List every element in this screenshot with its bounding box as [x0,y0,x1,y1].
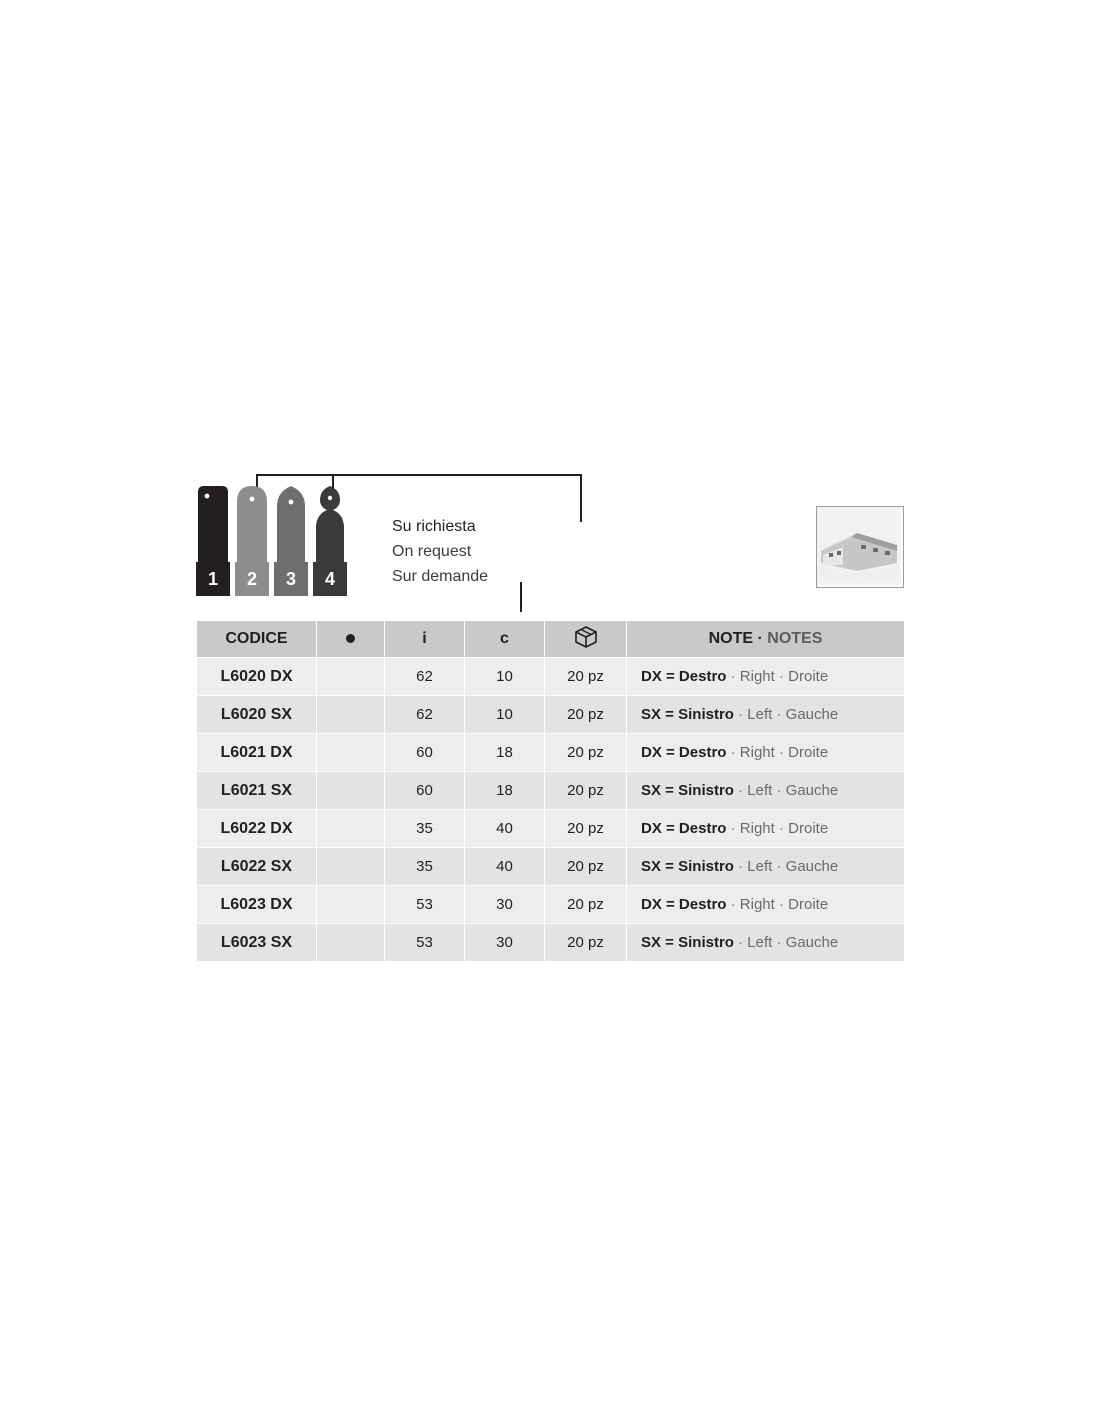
cell-note-sep-2: · [776,706,782,723]
cell-on-request [317,696,385,734]
cell-code: L6020 DX [197,658,317,696]
cell-note-en: Right [739,820,775,837]
cell-i: 62 [385,658,465,696]
product-photo [816,506,904,588]
cell-note [627,696,905,734]
hinge-leaf-round-shape-icon [235,486,269,564]
table-header-row [197,621,905,658]
cell-note-en: Right [739,744,775,761]
cell-note-it: SX = Sinistro [641,934,734,951]
shape-variant-4-number: 4 [313,562,347,596]
cell-note-en: Left [747,858,773,875]
cell-note-sep-2: · [779,820,784,837]
shape-variant-3-number: 3 [274,562,308,596]
cell-note [627,658,905,696]
cell-note-sep-2: · [776,782,782,799]
cell-note-en: Left [747,934,773,951]
bracket-horizontal-line [256,474,582,476]
legend-caption-it: Su richiesta [392,518,476,535]
cell-note-en: Right [739,896,775,913]
header-on-request [317,621,385,658]
table-row [197,658,905,696]
cell-i: 53 [385,924,465,962]
cell-note-it: SX = Sinistro [641,782,734,799]
shape-variant-1-number: 1 [196,562,230,596]
cell-on-request [317,772,385,810]
table-row [197,848,905,886]
cell-i: 53 [385,886,465,924]
hinge-leaf-decorative-shape-icon [313,486,347,564]
cell-note-sep-1: · [730,668,736,685]
cell-code: L6023 DX [197,886,317,924]
cell-on-request [317,848,385,886]
cell-on-request [317,810,385,848]
cell-note [627,810,905,848]
cell-pack: 20 pz [545,772,627,810]
bracket-stem-to-table [520,582,522,612]
table-body [197,658,905,962]
cell-on-request [317,924,385,962]
cell-note-it: DX = Destro [641,820,727,837]
legend-caption-fr: Sur demande [392,568,489,585]
cell-code: L6023 SX [197,924,317,962]
cell-note [627,924,905,962]
shape-variant-2 [235,486,269,596]
table-row [197,886,905,924]
table-row [197,772,905,810]
legend-block [196,470,676,610]
header-i: i [385,621,465,658]
cell-note-it: DX = Destro [641,744,727,761]
cell-note-it: DX = Destro [641,896,727,913]
cell-note-sep-1: · [730,820,736,837]
hinge-leaf-shape-icon [196,486,230,564]
cell-note-fr: Gauche [785,858,839,875]
table-row [197,810,905,848]
header-packaging [545,621,627,658]
cell-c: 30 [465,924,545,962]
cell-c: 40 [465,810,545,848]
cell-on-request [317,734,385,772]
cell-note-fr: Droite [788,896,829,913]
shape-variant-2-number: 2 [235,562,269,596]
cell-note [627,734,905,772]
cell-note [627,772,905,810]
header-note-it: NOTE [708,630,754,647]
shape-variant-4 [313,486,347,596]
box-icon [574,625,598,649]
cell-pack: 20 pz [545,924,627,962]
specification-table [196,620,905,962]
cell-c: 30 [465,886,545,924]
cell-note-sep-1: · [738,782,744,799]
on-request-dot-icon [346,634,355,643]
cell-note-it: DX = Destro [641,668,727,685]
hinge-leaf-pointed-shape-icon [274,486,308,564]
cell-note-sep-1: · [730,896,736,913]
cell-i: 60 [385,772,465,810]
cell-note [627,886,905,924]
cell-pack: 20 pz [545,886,627,924]
cell-note-it: SX = Sinistro [641,706,734,723]
cell-on-request [317,658,385,696]
shape-variants [196,486,356,596]
cell-note-sep-2: · [776,934,782,951]
cell-i: 60 [385,734,465,772]
cell-note-fr: Gauche [785,782,839,799]
shape-variant-1 [196,486,230,596]
cell-i: 35 [385,848,465,886]
cell-note-fr: Droite [788,744,829,761]
cell-pack: 20 pz [545,848,627,886]
legend-caption [392,514,652,589]
cell-pack: 20 pz [545,658,627,696]
cell-note-en: Left [747,782,773,799]
header-note [627,621,905,658]
hinge-photo-illustration-icon [817,507,901,585]
cell-note-en: Left [747,706,773,723]
cell-code: L6021 SX [197,772,317,810]
cell-note-sep-2: · [779,668,784,685]
cell-note-en: Right [739,668,775,685]
cell-on-request [317,886,385,924]
table-row [197,924,905,962]
cell-pack: 20 pz [545,810,627,848]
cell-c: 18 [465,734,545,772]
cell-c: 10 [465,696,545,734]
legend-caption-en: On request [392,543,472,560]
cell-code: L6022 SX [197,848,317,886]
cell-note-sep-1: · [738,858,744,875]
cell-i: 35 [385,810,465,848]
cell-c: 40 [465,848,545,886]
cell-note [627,848,905,886]
cell-note-sep-1: · [738,934,744,951]
cell-note-fr: Gauche [785,934,839,951]
cell-i: 62 [385,696,465,734]
header-note-en: NOTES [767,630,823,647]
cell-code: L6021 DX [197,734,317,772]
cell-code: L6020 SX [197,696,317,734]
cell-note-sep-2: · [779,744,784,761]
cell-note-fr: Droite [788,820,829,837]
cell-pack: 20 pz [545,734,627,772]
cell-note-sep-1: · [738,706,744,723]
cell-note-fr: Droite [788,668,829,685]
cell-note-sep-1: · [730,744,736,761]
header-c: c [465,621,545,658]
header-codice: CODICE [197,621,317,658]
table-row [197,734,905,772]
shape-variant-3 [274,486,308,596]
cell-note-sep-2: · [776,858,782,875]
cell-c: 18 [465,772,545,810]
table-row [197,696,905,734]
cell-note-it: SX = Sinistro [641,858,734,875]
header-note-separator: · [757,630,763,647]
cell-c: 10 [465,658,545,696]
cell-pack: 20 pz [545,696,627,734]
cell-note-fr: Gauche [785,706,839,723]
cell-note-sep-2: · [779,896,784,913]
cell-code: L6022 DX [197,810,317,848]
